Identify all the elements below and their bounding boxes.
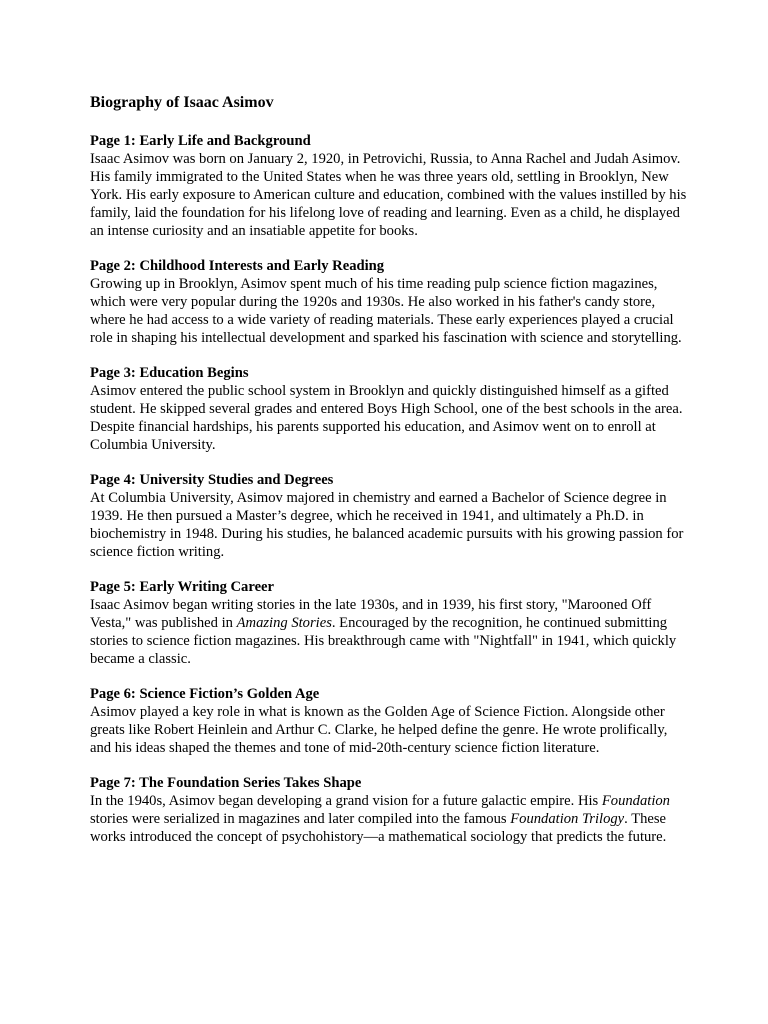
section-page-2 <box>90 257 690 347</box>
section-heading: Page 7: The Foundation Series Takes Shape <box>90 775 362 791</box>
body-text: In the 1940s, Asimov began developing a grand vision for a future galactic empire. His <box>90 793 602 809</box>
section-heading: Page 1: Early Life and Background <box>90 133 311 149</box>
document-page <box>90 93 690 863</box>
body-text: stories were serialized in magazines and later compiled into the famous <box>90 811 511 827</box>
section-heading: Page 5: Early Writing Career <box>90 579 275 595</box>
italic-title-foundation-trilogy: Foundation Trilogy <box>510 811 625 827</box>
section-body: Asimov played a key role in what is known as the Golden Age of Science Fiction. Alongside other greats like Robert Heinlein and Arthur C. Clarke, he helped define the genre. He wrote prolifically, and his ideas shaped the themes and tone of mid-20th-century science fiction literature. <box>90 704 668 756</box>
body-text: Isaac Asimov began writing stories in the late 1930s, and in 1939, his first story, "Marooned Off Vesta," was published in <box>90 597 652 631</box>
section-body <box>90 596 690 668</box>
document-title: Biography of Isaac Asimov <box>90 94 274 111</box>
section-body: Growing up in Brooklyn, Asimov spent much of his time reading pulp science fiction magazines, which were very popular during the 1920s and 1930s. He also worked in his father's candy store, where he had access to a wide variety of reading materials. These early experiences played a crucial role in shaping his intellectual development and sparked his fascination with science and storytelling. <box>90 276 682 346</box>
section-page-6 <box>90 685 690 757</box>
section-body <box>90 792 690 846</box>
section-body: At Columbia University, Asimov majored in chemistry and earned a Bachelor of Science degree in 1939. He then pursued a Master’s degree, which he received in 1941, and ultimately a Ph.D. in biochemistry in 1948. During his studies, he balanced academic pursuits with his growing passion for science fiction writing. <box>90 490 684 560</box>
section-page-1 <box>90 132 690 240</box>
body-text: . These works introduced the concept of psychohistory—a mathematical sociology that predicts the future. <box>90 811 667 845</box>
section-page-5 <box>90 578 690 668</box>
body-text: . Encouraged by the recognition, he continued submitting stories to science fiction magazines. His breakthrough came with "Nightfall" in 1941, which quickly became a classic. <box>90 615 677 667</box>
italic-title-amazing-stories: Amazing Stories <box>236 615 332 631</box>
italic-title-foundation: Foundation <box>601 793 670 809</box>
section-page-4 <box>90 471 690 561</box>
section-heading: Page 2: Childhood Interests and Early Reading <box>90 258 385 274</box>
section-heading: Page 4: University Studies and Degrees <box>90 472 334 488</box>
section-page-7 <box>90 774 690 846</box>
section-heading: Page 3: Education Begins <box>90 365 249 381</box>
section-body: Isaac Asimov was born on January 2, 1920, in Petrovichi, Russia, to Anna Rachel and Judah Asimov. His family immigrated to the United States when he was three years old, settling in Brooklyn, New York. His early exposure to American culture and education, combined with the values instilled by his family, laid the foundation for his lifelong love of reading and learning. Even as a child, he displayed an intense curiosity and an insatiable appetite for books. <box>90 151 687 239</box>
section-body: Asimov entered the public school system in Brooklyn and quickly distinguished himself as a gifted student. He skipped several grades and entered Boys High School, one of the best schools in the area. Despite financial hardships, his parents supported his education, and Asimov went on to enroll at Columbia University. <box>90 383 683 453</box>
section-page-3 <box>90 364 690 454</box>
section-heading: Page 6: Science Fiction’s Golden Age <box>90 686 320 702</box>
